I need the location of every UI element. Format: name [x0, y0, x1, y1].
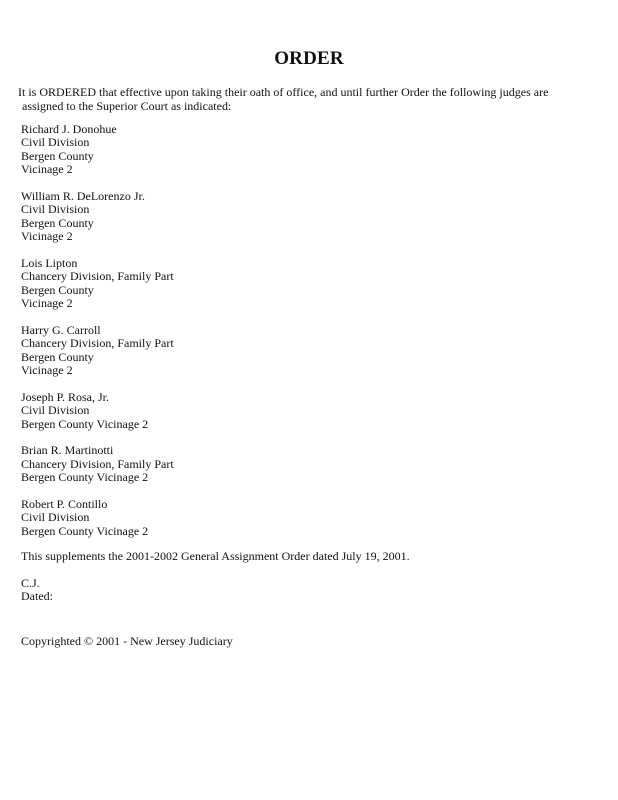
judge-assignment-line: Bergen County Vicinage 2 — [21, 416, 149, 431]
judge-assignment-line: Civil Division — [21, 403, 90, 418]
judge-assignment-line: Vicinage 2 — [21, 162, 73, 177]
signature-dated: Dated: — [21, 589, 53, 604]
signature-cj: C.J. — [21, 576, 40, 590]
judge-entry — [21, 190, 581, 244]
intro-paragraph — [18, 85, 598, 113]
page-title: ORDER — [274, 48, 344, 69]
judge-entry — [21, 498, 581, 538]
judge-entry — [21, 123, 581, 177]
judge-assignment-line: Bergen County — [21, 215, 94, 230]
judge-assignment-line: Vicinage 2 — [21, 296, 73, 311]
judge-entry — [21, 391, 581, 431]
judge-entry — [21, 257, 581, 311]
intro-line-1: It is ORDERED that effective upon taking their oath of office, and until further Order the following judges are — [18, 85, 549, 99]
judge-assignment-line: Bergen County — [21, 349, 94, 364]
judge-assignment-line: Vicinage 2 — [21, 229, 73, 244]
judge-assignment-line: Vicinage 2 — [21, 362, 73, 377]
judge-name: Joseph P. Rosa, Jr. — [21, 389, 110, 404]
copyright-notice — [21, 635, 581, 648]
judge-name: Lois Lipton — [21, 255, 78, 270]
signature-block — [21, 577, 581, 604]
judge-assignment-line: Chancery Division, Family Part — [21, 456, 174, 471]
judge-entry — [21, 444, 581, 484]
judge-assignment-line: Bergen County Vicinage 2 — [21, 470, 149, 485]
judge-name: Richard J. Donohue — [21, 122, 117, 136]
judge-name: Robert P. Contillo — [21, 496, 108, 511]
supplement-text: This supplements the 2001-2002 General Assignment Order dated July 19, 2001. — [21, 549, 410, 563]
judge-assignment-line: Bergen County — [21, 148, 94, 163]
judge-list — [21, 123, 581, 551]
judge-assignment-line: Civil Division — [21, 202, 90, 217]
judge-name: Brian R. Martinotti — [21, 443, 114, 458]
judge-entry — [21, 324, 581, 378]
judge-assignment-line: Chancery Division, Family Part — [21, 269, 174, 284]
judge-assignment-line: Bergen County Vicinage 2 — [21, 523, 149, 538]
judge-name: Harry G. Carroll — [21, 322, 101, 337]
judge-assignment-line: Civil Division — [21, 135, 90, 150]
judge-assignment-line: Civil Division — [21, 510, 90, 525]
judge-assignment-line: Bergen County — [21, 282, 94, 297]
judge-name: William R. DeLorenzo Jr. — [21, 188, 145, 203]
judge-assignment-line: Chancery Division, Family Part — [21, 336, 174, 351]
intro-line-2: assigned to the Superior Court as indicated: — [22, 99, 232, 113]
supplement-note — [21, 550, 581, 563]
copyright-text: Copyrighted © 2001 - New Jersey Judiciary — [21, 634, 233, 648]
